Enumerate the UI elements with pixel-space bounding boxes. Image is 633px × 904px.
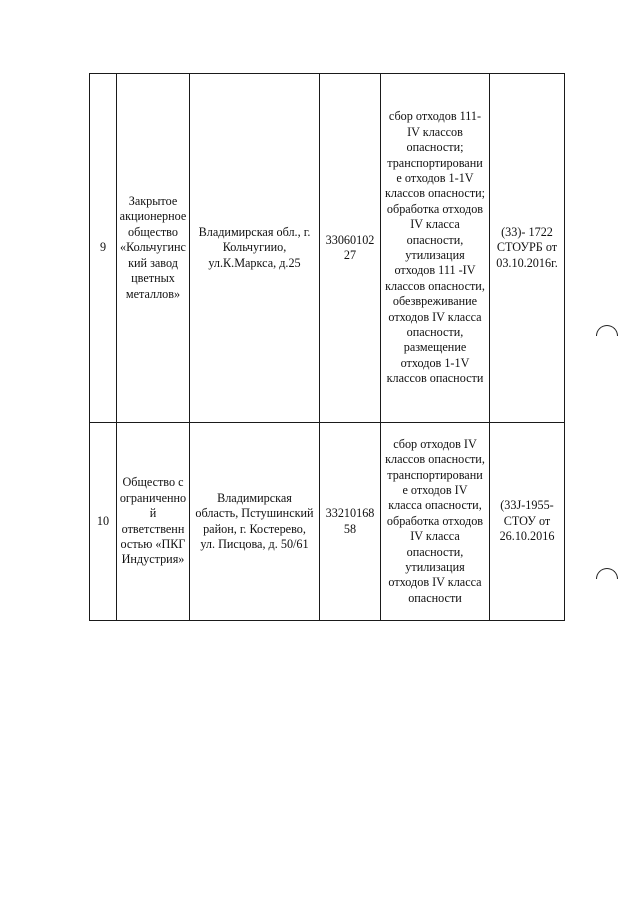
organization-name: Общество с ограниченно й ответственн остью «ПКГ Индустрия»: [117, 423, 190, 621]
organization-address: Владимирская область, Пстушинский район, г. Костерево, ул. Писцова, д. 50/61: [190, 423, 320, 621]
taxpayer-id: 33210168 58: [320, 423, 381, 621]
binding-hole-mark: [596, 325, 618, 336]
licensed-activities: сбор отходов 111- IV классов опасности; транспортировани е отходов 1-1V классов опасности; обработка отходов IV класса опасности, утилизация отходов 111 -IV классов опасности, обезвреживание отходов IV класса опасности, размещение отходов 1-1V классов опасности: [381, 74, 490, 423]
license-details: (33J-1955- СТОУ от 26.10.2016: [490, 423, 565, 621]
license-details: (33)- 1722 СТОУРБ от 03.10.2016г.: [490, 74, 565, 423]
row-number: 9: [90, 74, 117, 423]
table-row: [90, 74, 565, 423]
taxpayer-id: 33060102 27: [320, 74, 381, 423]
organization-name: Закрытое акционерное общество «Кольчугинс кий завод цветных металлов»: [117, 74, 190, 423]
waste-license-registry-table: [89, 73, 565, 621]
binding-hole-mark: [596, 568, 618, 579]
licensed-activities: сбор отходов IV классов опасности, транспортировани е отходов IV класса опасности, обработка отходов IV класса опасности, утилизация отходов IV класса опасности: [381, 423, 490, 621]
organization-address: Владимирская обл., г. Кольчугиио, ул.К.Маркса, д.25: [190, 74, 320, 423]
row-number: 10: [90, 423, 117, 621]
table-row: [90, 423, 565, 621]
